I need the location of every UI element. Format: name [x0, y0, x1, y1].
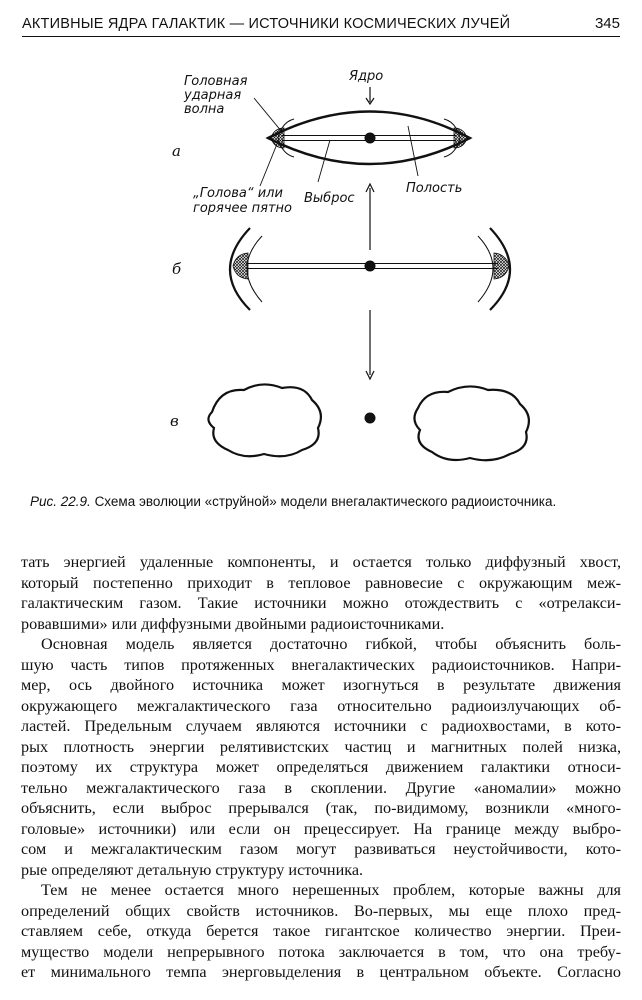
body-text	[21, 552, 621, 983]
panel-letter-c: в	[170, 412, 179, 430]
label-hotspot-2: горячее пятно	[193, 201, 293, 216]
caption-label: Рис. 22.9.	[30, 494, 91, 509]
caption-text: Схема эволюции «струйной» модели внегалактического радиоисточника.	[94, 494, 557, 509]
paragraph	[21, 880, 621, 983]
text-line: сом и межгалактическим газом могут развиваться неустойчивости, кото-	[21, 840, 621, 858]
text-line: ровавшими» или диффузными двойными радиоисточниками.	[21, 614, 445, 633]
hotspot-left-b	[233, 253, 248, 279]
text-line: ет минимального темпа энерговыделения в центральном объекте. Согласно	[21, 963, 621, 981]
label-bow-shock-2: ударная	[184, 88, 242, 103]
label-bow-shock-1: Головная	[184, 74, 248, 89]
text-line: объяснить, если выброс прерывался (так, по-видимому, возникли «много-	[21, 799, 621, 817]
text-line: ластей. Предельным случаем являются источники с радиохвостами, в кото-	[21, 717, 621, 735]
hotspot-right-a	[454, 128, 467, 148]
figure-caption	[30, 494, 620, 509]
label-bow-shock-3: волна	[184, 102, 225, 117]
text-line: Основная модель является достаточно гибкой, чтобы объяснить боль-	[41, 635, 621, 653]
text-line: мущество модели непрерывного потока заключается в том, что она требу-	[21, 942, 621, 961]
page-number: 345	[594, 15, 620, 32]
panel-letter-b: б	[172, 260, 182, 278]
hotspot-right-b	[494, 253, 509, 279]
label-jet: Выброс	[304, 191, 355, 206]
text-line: ставляем себе, откуда берется такое гигантское количество энергии. Преи-	[21, 922, 621, 940]
running-header	[22, 10, 620, 37]
text-line: головые» источники) или если он прецессирует. На границе между выбро-	[21, 819, 621, 838]
nucleus-dot-b	[365, 261, 376, 272]
panel-c-diagram	[208, 384, 528, 460]
text-line: окружающего межгалактического газа относительно радиоизлучающих об-	[21, 696, 621, 715]
label-nucleus: Ядро	[349, 69, 384, 84]
text-line: Тем не менее остается много нерешенных проблем, которые важны для	[41, 881, 621, 899]
paragraph	[21, 634, 621, 880]
panel-letter-a: а	[172, 142, 181, 160]
nucleus-dot-c	[365, 413, 376, 424]
paragraph	[21, 552, 621, 634]
figure-jet-model	[0, 40, 642, 490]
text-line: тать энергией удаленные компоненты, и остается только диффузный хвост,	[21, 553, 621, 571]
text-line: определений общих свойств источников. Во-первых, мы еще плохо пред-	[21, 901, 621, 920]
panel-a-diagram	[254, 87, 470, 186]
text-line: галактическим газом. Такие источники можно отождествить с «отрелакси-	[21, 594, 621, 612]
text-line: поэтому их структура может определяться движением галактики относи-	[21, 758, 621, 776]
text-line: рые определяют детальную структуру источника.	[21, 860, 364, 879]
text-line: мер, ось двойного источника может изогнуться в результате движения	[21, 676, 621, 694]
text-line: который постепенно приходит в тепловое равновесие с окружающим меж-	[21, 573, 621, 592]
hotspot-left-a	[271, 128, 284, 148]
label-cavity: Полость	[406, 181, 463, 196]
text-line: шую часть типов протяженных внегалактических радиоисточников. Напри-	[21, 655, 621, 674]
nucleus-dot-a	[365, 133, 376, 144]
label-hotspot-1: „Голова“ или	[193, 186, 283, 201]
text-line: тельно межгалактического газа в скоплении. Другие «аномалии» можно	[21, 778, 621, 797]
text-line: рых плотность энергии релятивистских частиц и магнитных полей низка,	[21, 737, 621, 756]
running-title: АКТИВНЫЕ ЯДРА ГАЛАКТИК — ИСТОЧНИКИ КОСМИЧЕСКИХ ЛУЧЕЙ	[22, 16, 511, 32]
